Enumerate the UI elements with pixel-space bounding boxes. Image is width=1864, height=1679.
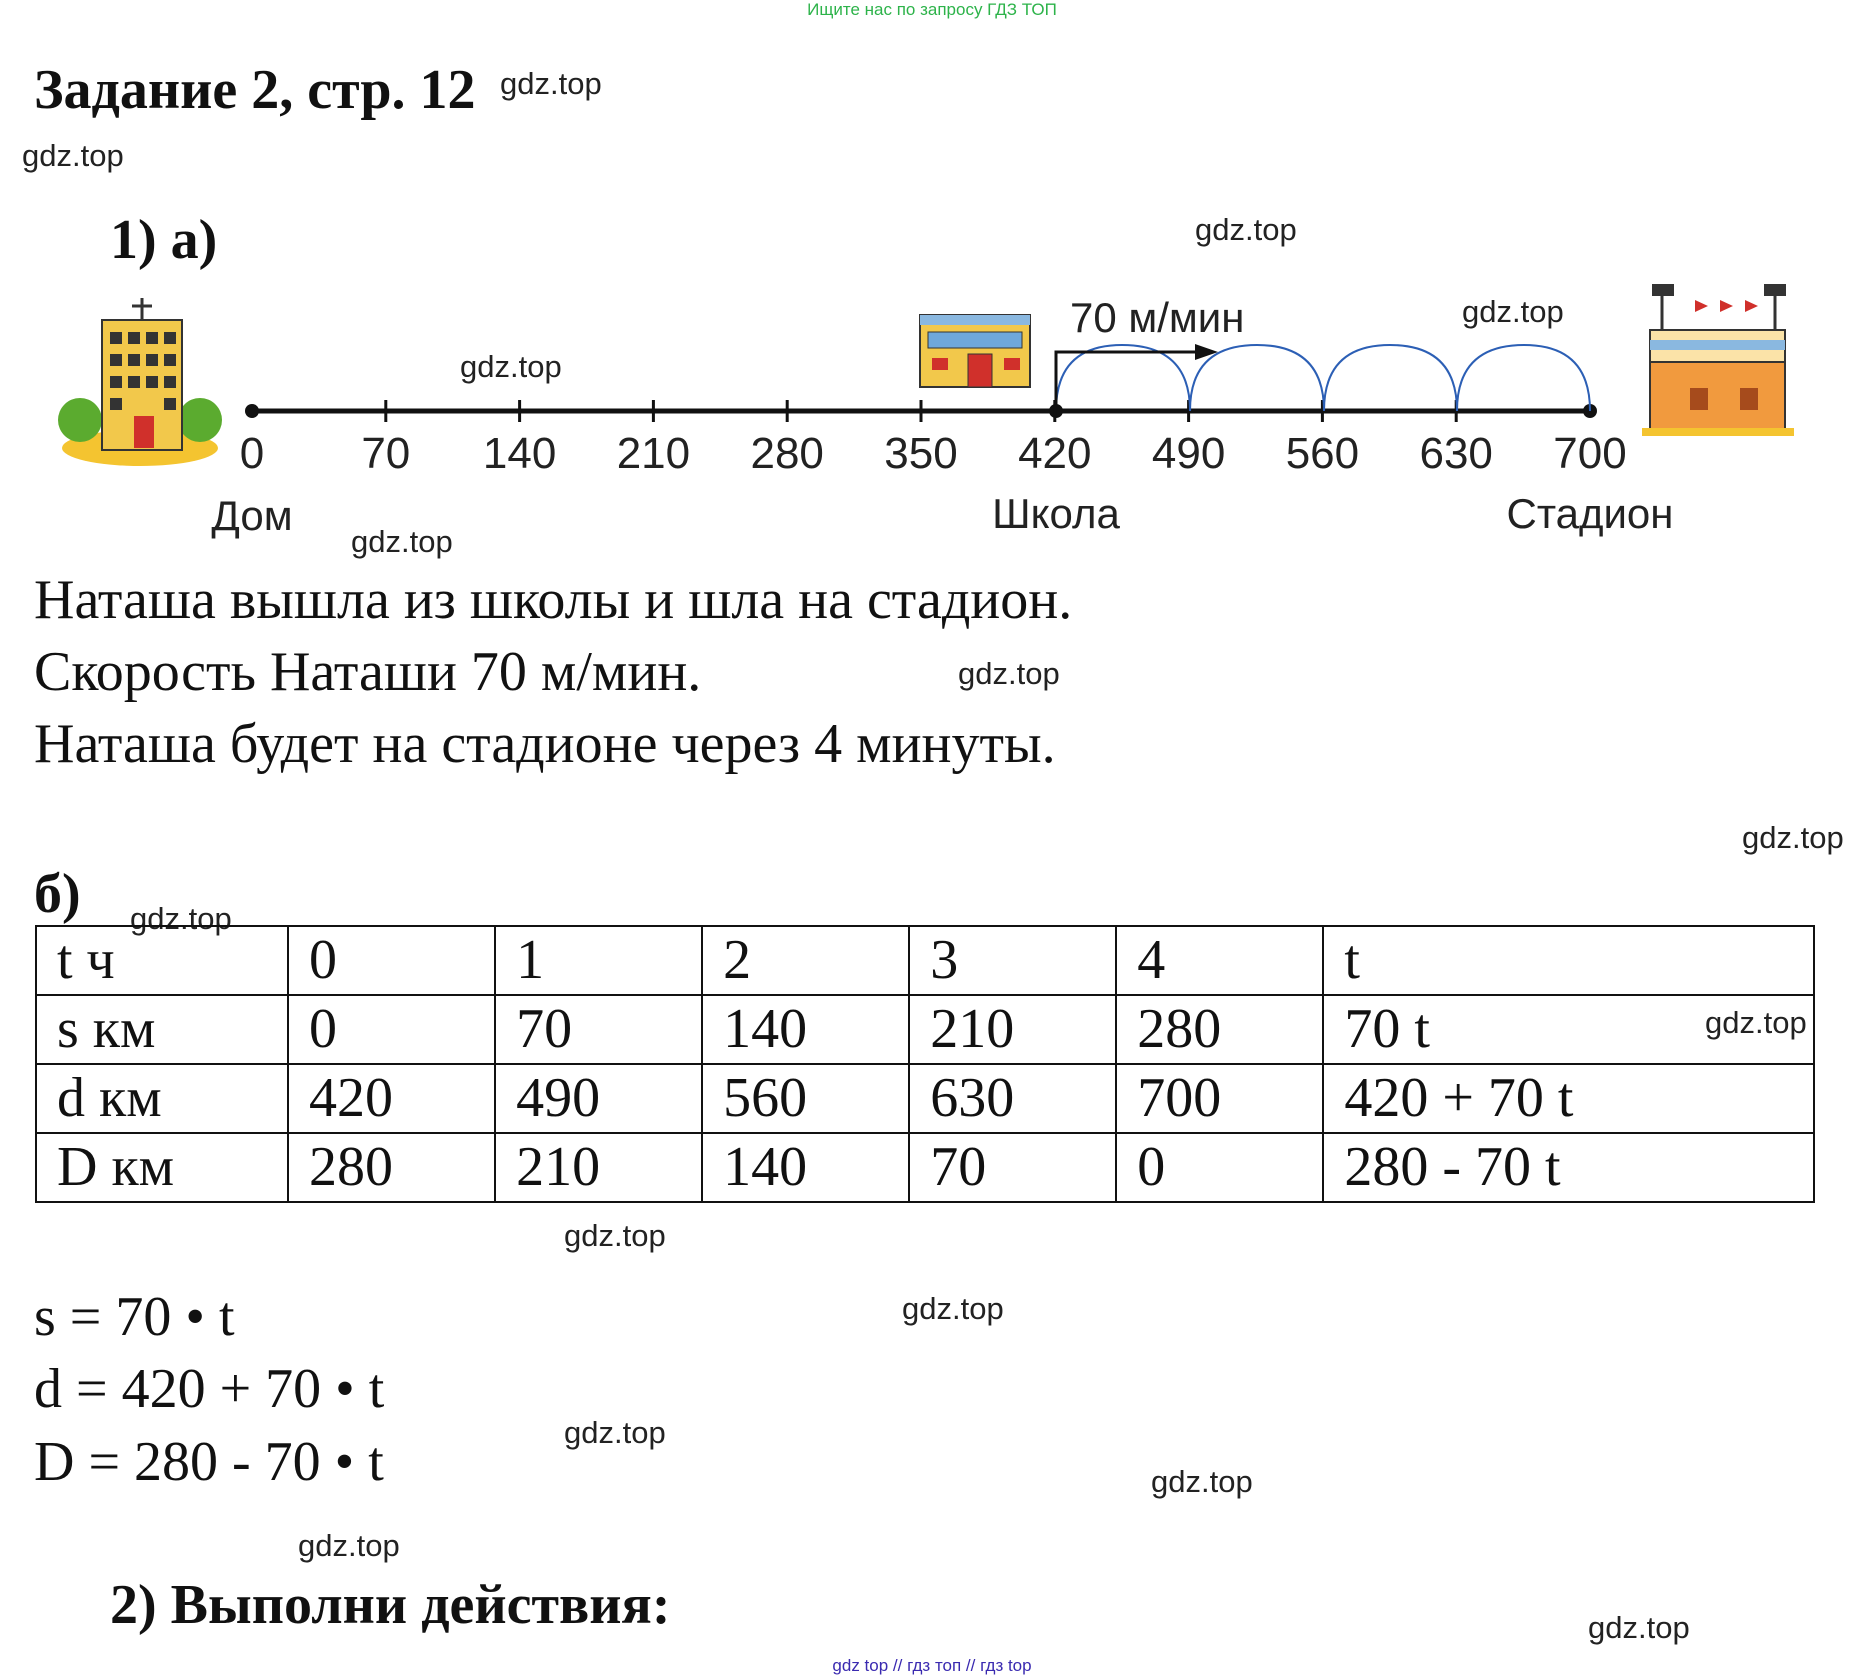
- watermark: gdz.top: [958, 656, 1060, 691]
- table-cell: 1: [495, 926, 702, 995]
- part1-label: 1) а): [110, 209, 218, 271]
- table-cell: 4: [1116, 926, 1323, 995]
- table-cell: 490: [495, 1064, 702, 1133]
- table-cell: 70: [909, 1133, 1116, 1202]
- school-illustration: [920, 315, 1030, 387]
- watermark: gdz.top: [1742, 820, 1844, 855]
- table-row-header: s км: [36, 995, 288, 1064]
- table-cell: 140: [702, 1133, 909, 1202]
- watermark: gdz.top: [1462, 294, 1564, 329]
- watermark: gdz.top: [351, 524, 453, 559]
- table-row-header: d км: [36, 1064, 288, 1133]
- watermark: gdz.top: [460, 349, 562, 384]
- table-cell: 70: [495, 995, 702, 1064]
- table-row: [36, 926, 1814, 995]
- step-arc: [1324, 345, 1457, 411]
- table-row: [36, 1064, 1814, 1133]
- part1b-label: б): [34, 863, 81, 925]
- tick-label: 350: [884, 429, 958, 478]
- place-label-stadium: Стадион: [1506, 490, 1674, 537]
- table-cell: 0: [288, 926, 495, 995]
- sentence-2: Скорость Наташи 70 м/мин.: [34, 641, 702, 703]
- table-cell: 700: [1116, 1064, 1323, 1133]
- watermark: gdz.top: [1588, 1610, 1690, 1645]
- motion-table: [35, 925, 1815, 1203]
- number-line-figure: [30, 270, 1810, 560]
- table-cell: 70 t: [1323, 995, 1814, 1064]
- house-illustration: [58, 298, 222, 466]
- watermark: gdz.top: [1151, 1464, 1253, 1499]
- table-cell: 210: [909, 995, 1116, 1064]
- table-cell: 2: [702, 926, 909, 995]
- stadium-illustration: [1642, 284, 1794, 436]
- watermark: gdz.top: [902, 1291, 1004, 1326]
- sentence-3: Наташа будет на стадионе через 4 минуты.: [34, 713, 1056, 775]
- tick-label: 280: [750, 429, 824, 478]
- step-arcs: [1056, 345, 1590, 411]
- top-banner: Ищите нас по запросу ГДЗ ТОП: [807, 0, 1057, 19]
- table-row-header: D км: [36, 1133, 288, 1202]
- table-row: [36, 1133, 1814, 1202]
- table-row-header: t ч: [36, 926, 288, 995]
- tick-label: 630: [1419, 429, 1493, 478]
- formula-d: d = 420 + 70 • t: [34, 1358, 385, 1420]
- table-cell: t: [1323, 926, 1814, 995]
- step-arc: [1056, 345, 1190, 411]
- table-cell: 560: [702, 1064, 909, 1133]
- table-cell: 420 + 70 t: [1323, 1064, 1814, 1133]
- bottom-banner: gdz top // гдз топ // гдз top: [832, 1656, 1032, 1675]
- arrow-head-icon: [1195, 344, 1218, 360]
- watermark: gdz.top: [1195, 212, 1297, 247]
- table-cell: 420: [288, 1064, 495, 1133]
- table-row: [36, 995, 1814, 1064]
- sentence-1: Наташа вышла из школы и шла на стадион.: [34, 569, 1073, 631]
- watermark: gdz.top: [130, 901, 232, 936]
- tick-label: 210: [616, 429, 691, 478]
- place-label-home: Дом: [211, 492, 293, 539]
- formula-s: s = 70 • t: [34, 1286, 235, 1348]
- watermark: gdz.top: [564, 1415, 666, 1450]
- tick-label: 560: [1285, 429, 1360, 478]
- part2-label: 2) Выполни действия:: [110, 1574, 671, 1636]
- formula-D: D = 280 - 70 • t: [34, 1431, 384, 1493]
- tick-label: 140: [482, 429, 557, 478]
- table-cell: 0: [288, 995, 495, 1064]
- tick-label: 70: [361, 429, 411, 478]
- table-cell: 280 - 70 t: [1323, 1133, 1814, 1202]
- watermark: gdz.top: [1705, 1005, 1807, 1040]
- tick-label: 490: [1151, 429, 1226, 478]
- step-arc: [1190, 345, 1324, 411]
- table-cell: 280: [1116, 995, 1323, 1064]
- place-label-school: Школа: [992, 490, 1120, 537]
- tick-label: 700: [1553, 429, 1627, 478]
- table-cell: 630: [909, 1064, 1116, 1133]
- watermark: gdz.top: [298, 1528, 400, 1563]
- step-arc: [1457, 345, 1590, 411]
- watermark: gdz.top: [500, 66, 602, 101]
- tick-label: 420: [1018, 429, 1092, 478]
- table-cell: 210: [495, 1133, 702, 1202]
- table-cell: 140: [702, 995, 909, 1064]
- axis-start-dot: [245, 404, 259, 418]
- table-cell: 280: [288, 1133, 495, 1202]
- tick-label: 0: [239, 429, 265, 478]
- watermark: gdz.top: [564, 1218, 666, 1253]
- watermark: gdz.top: [22, 138, 124, 173]
- page-title: Задание 2, стр. 12: [34, 59, 476, 121]
- table-cell: 3: [909, 926, 1116, 995]
- table-cell: 0: [1116, 1133, 1323, 1202]
- speed-label: 70 м/мин: [1070, 294, 1245, 341]
